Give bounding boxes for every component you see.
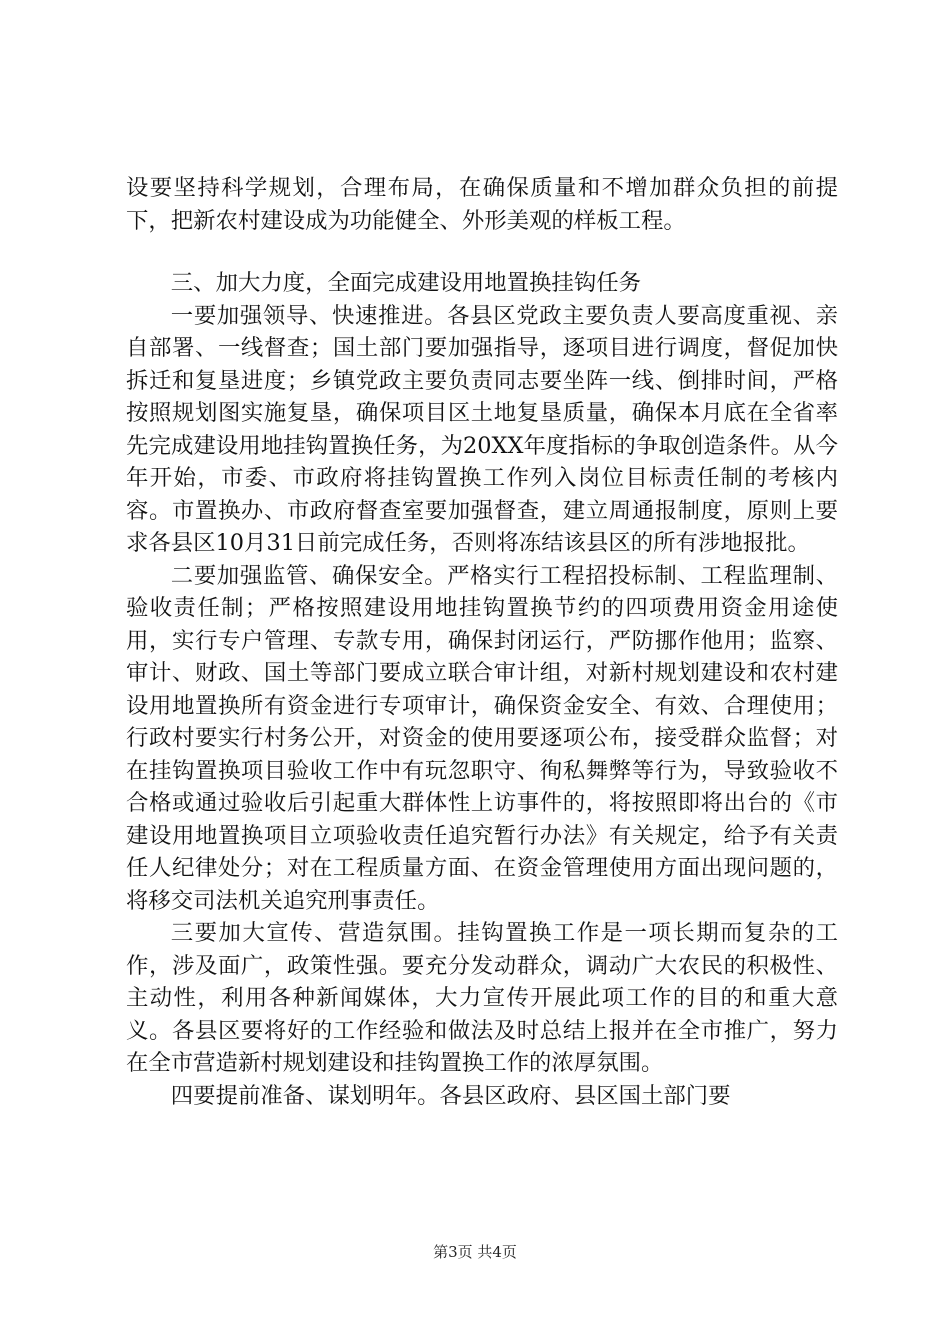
paragraph-item-1: 一要加强领导、快速推进。各县区党政主要负责人要高度重视、亲自部署、一线督查；国土部门要加强指导，逐项目进行调度，督促加快拆迁和复垦进度；乡镇党政主要负责同志要坐阵一线、倒排时间，严格按照规划图实施复垦，确保项目区土地复垦质量，确保本月底在全省率先完成建设用地挂钩置换任务，为20XX年度指标的争取创造条件。从今年开始，市委、市政府将挂钩置换工作列入岗位目标责任制的考核内容。市置换办、市政府督查室要加强督查，建立周通报制度，原则上要求各县区10月31日前完成任务，否则将冻结该县区的所有涉地报批。 [126,302,838,556]
section-heading: 三、加大力度，全面完成建设用地置换挂钩任务 [170,270,641,296]
paragraph-continuation: 设要坚持科学规划，合理布局，在确保质量和不增加群众负担的前提下，把新农村建设成为功能健全、外形美观的样板工程。 [126,175,838,234]
paragraph-item-4: 四要提前准备、谋划明年。各县区政府、县区国土部门要 [170,1082,731,1109]
paragraph-item-3: 三要加大宣传、营造氛围。挂钩置换工作是一项长期而复杂的工作，涉及面广，政策性强。要充分发动群众，调动广大农民的积极性、主动性，利用各种新闻媒体，大力宣传开展此项工作的目的和重大意义。各县区要将好的工作经验和做法及时总结上报并在全市推广，努力在全市营造新村规划建设和挂钩置换工作的浓厚氛围。 [126,920,838,1076]
document-body [126,172,838,1112]
paragraph-item-2: 二要加强监管、确保安全。严格实行工程招投标制、工程监理制、验收责任制；严格按照建设用地挂钩置换节约的四项费用资金用途使用，实行专户管理、专款专用，确保封闭运行，严防挪作他用；监察、审计、财政、国土等部门要成立联合审计组，对新村规划建设和农村建设用地置换所有资金进行专项审计，确保资金安全、有效、合理使用；行政村要实行村务公开，对资金的使用要逐项公布，接受群众监督；对在挂钩置换项目验收工作中有玩忽职守、徇私舞弊等行为，导致验收不合格或通过验收后引起重大群体性上访事件的，将按照即将出台的《市建设用地置换项目立项验收责任追究暂行办法》有关规定，给予有关责任人纪律处分；对在工程质量方面、在资金管理使用方面出现问题的，将移交司法机关追究刑事责任。 [126,562,838,914]
page-footer: 第3页 共4页 [433,1243,517,1261]
